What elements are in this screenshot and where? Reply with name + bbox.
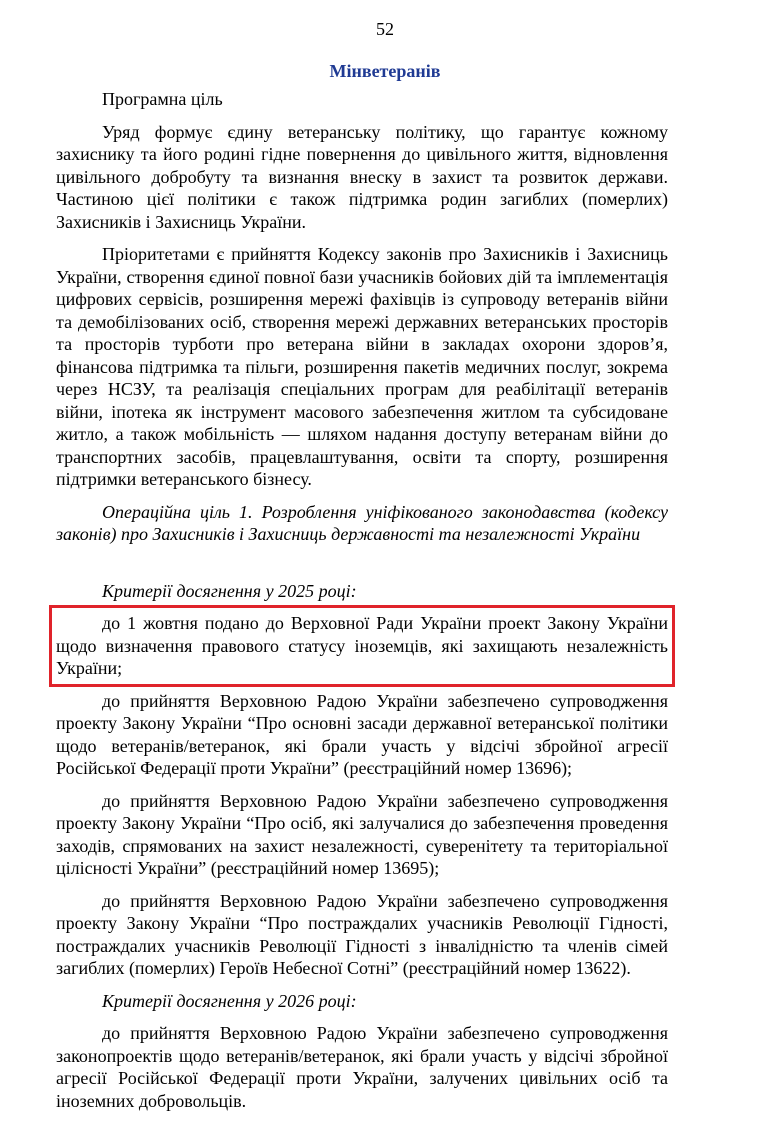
criterion-2026-1: до прийняття Верховною Радою України забезпечено супроводження законопроектів щодо ветеранів/ветеранок, які брали участь у відсічі збройної агресії Російської Федерації проти України, залучених цивільних осіб та іноземних добровольців. bbox=[56, 1023, 668, 1111]
programme-goal-text: Уряд формує єдину ветеранську політику, що гарантує кожному захиснику та його родині гідне повернення до цивільного життя, відновлення цивільного добробуту та визнання внеску в захист та розвиток держави. Частиною цієї політики є також підтримка родин загиблих (померлих) Захисників і Захисниць України. bbox=[56, 121, 668, 232]
page-number: 52 bbox=[376, 19, 394, 39]
criteria-2025-label: Критерії досягнення у 2025 році: bbox=[102, 580, 357, 601]
programme-goal-label: Програмна ціль bbox=[102, 89, 223, 109]
criterion-2025-4: до прийняття Верховною Радою України забезпечено супроводження проекту Закону України “Про постраждалих учасників Революції Гідності, постраждалих учасників Революції Гідності з інвалідністю та членів сімей загиблих (померлих) Героїв Небесної Сотні” (реєстраційний номер 13622). bbox=[56, 890, 668, 978]
criteria-2026-label: Критерії досягнення у 2026 році: bbox=[102, 990, 357, 1011]
criterion-2025-2: до прийняття Верховною Радою України забезпечено супроводження проекту Закону України “Про основні засади державної ветеранської політики щодо ветеранів/ветеранок, які брали участь у відсічі збройної агресії Російської Федерації проти України” (реєстраційний номер 13696); bbox=[56, 690, 668, 778]
criterion-2025-3: до прийняття Верховною Радою України забезпечено супроводження проекту Закону України “Про осіб, які залучалися до забезпечення проведення заходів, спрямованих на захист незалежності, суверенітету та територіальної цілісності України” (реєстраційний номер 13695); bbox=[56, 790, 668, 878]
spacer bbox=[56, 556, 668, 580]
operational-goal-heading: Операційна ціль 1. Розроблення уніфікованого законодавства (кодексу законів) про Захисників і Захисниць державності та незалежності України bbox=[56, 501, 668, 544]
ministry-title: Мінветеранів bbox=[329, 61, 441, 81]
priorities-text: Пріоритетами є прийняття Кодексу законів про Захисників і Захисниць України, створення єдиної повної бази учасників бойових дій та імплементація цифрових сервісів, розширення мережі фахівців із супроводу ветеранів війни та демобілізованих осіб, створення мережі державних ветеранських просторів та просторів турботи про ветерана війни в закладах охорони здоров’я, фінансова підтримка та пільги, розширення пакетів медичних послуг, зокрема через НСЗУ, та реалізація спеціальних програм для реабілітації ветеранів війни, іпотека як інструмент масового забезпечення житлом та субсидоване житло, а також мобільність — шляхом надання доступу ветеранам війни до транспортних засобів, працевлаштування, освіти та спорту, розширення підтримки ветеранського бізнесу. bbox=[56, 244, 668, 489]
criterion-2025-1-highlighted: до 1 жовтня подано до Верховної Ради України проект Закону України щодо визначення правового статусу іноземців, які захищають незалежність України; bbox=[56, 613, 668, 678]
document-body bbox=[56, 88, 668, 1122]
